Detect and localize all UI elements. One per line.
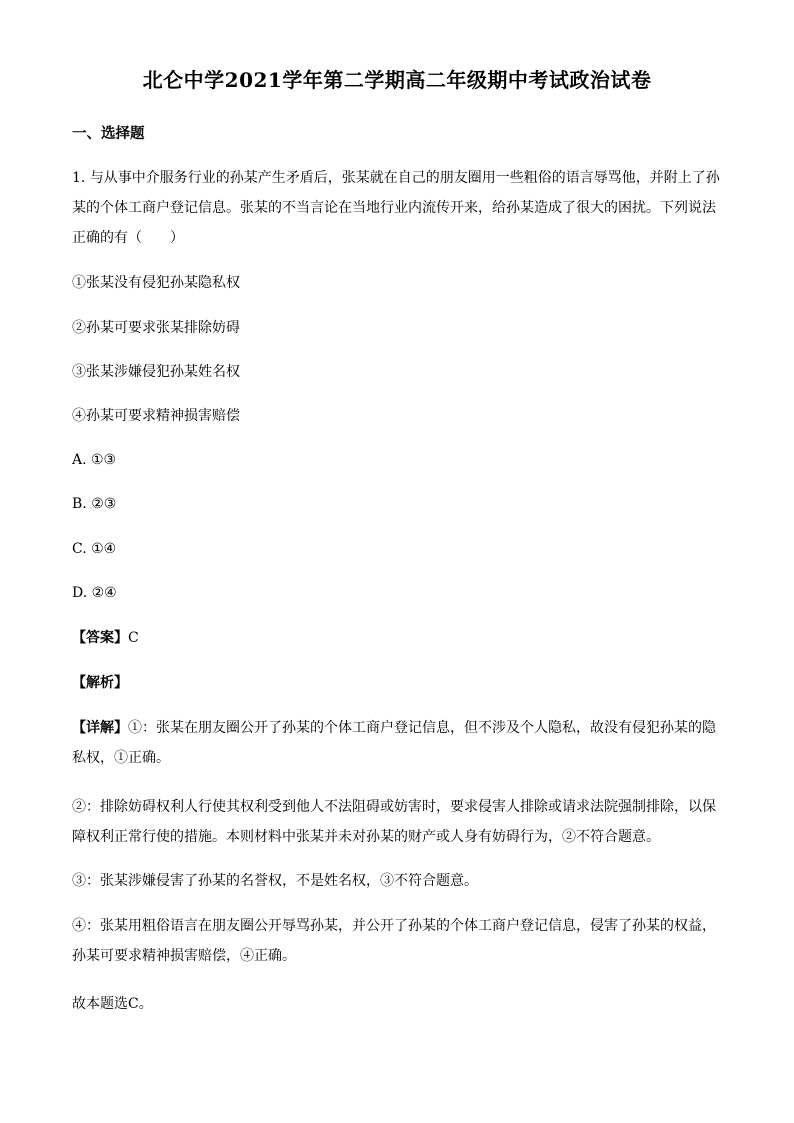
answer-label: 【答案】 — [72, 630, 128, 646]
statement-item: ①张某没有侵犯孙某隐私权 — [72, 275, 240, 291]
analysis-text: 孙某可要求精神损害赔偿，④正确。 — [72, 948, 296, 964]
analysis-text: ③：张某涉嫌侵害了孙某的名誉权，不是姓名权，③不符合题意。 — [72, 873, 478, 889]
option-c: C. ①④ — [72, 541, 117, 557]
analysis-text: ④：张某用粗俗语言在朋友圈公开辱骂孙某，并公开了孙某的个体工商户登记信息，侵害了孙某的权益， — [72, 918, 716, 934]
detail-label: 【详解】 — [72, 720, 128, 736]
document-title: 北仑中学2021学年第二学期高二年级期中考试政治试卷 — [142, 68, 652, 92]
answer-value: C — [128, 630, 139, 646]
analysis-label: 【解析】 — [72, 675, 128, 691]
analysis-paragraph-2 — [72, 792, 722, 852]
question-stem-line: 1. 与从事中介服务行业的孙某产生矛盾后，张某就在自己的朋友圈用一些粗俗的语言辱骂他，并附上了孙 — [72, 170, 720, 186]
analysis-text: ②：排除妨碍权利人行使其权利受到他人不法阻碍或妨害时，要求侵害人排除或请求法院强制排除，以保 — [72, 799, 716, 815]
analysis-paragraph-1 — [72, 713, 722, 773]
question-stem-line: 某的个体工商户登记信息。张某的不当言论在当地行业内流传开来，给孙某造成了很大的困扰。下列说法 — [72, 200, 716, 216]
conclusion-line: 故本题选C。 — [72, 996, 153, 1012]
analysis-text: 障权利正常行使的措施。本则材料中张某并未对孙某的财产或人身有妨碍行为，②不符合题意。 — [72, 829, 660, 845]
analysis-text: 私权，①正确。 — [72, 750, 170, 766]
analysis-text: ①：张某在朋友圈公开了孙某的个体工商户登记信息，但不涉及个人隐私，故没有侵犯孙某的隐 — [128, 720, 716, 736]
analysis-paragraph-3 — [72, 866, 722, 896]
statement-item: ④孙某可要求精神损害赔偿 — [72, 408, 240, 424]
statement-item: ②孙某可要求张某排除妨碍 — [72, 320, 240, 336]
section-heading: 一、选择题 — [72, 125, 145, 142]
question-stem — [72, 163, 722, 253]
option-a: A. ①③ — [72, 452, 117, 468]
answer-line — [72, 628, 139, 648]
question-stem-line: 正确的有（ ） — [72, 230, 184, 246]
statement-item: ③张某涉嫌侵犯孙某姓名权 — [72, 364, 240, 380]
option-d: D. ②④ — [72, 585, 117, 601]
analysis-paragraph-4 — [72, 911, 722, 971]
option-b: B. ②③ — [72, 496, 117, 512]
